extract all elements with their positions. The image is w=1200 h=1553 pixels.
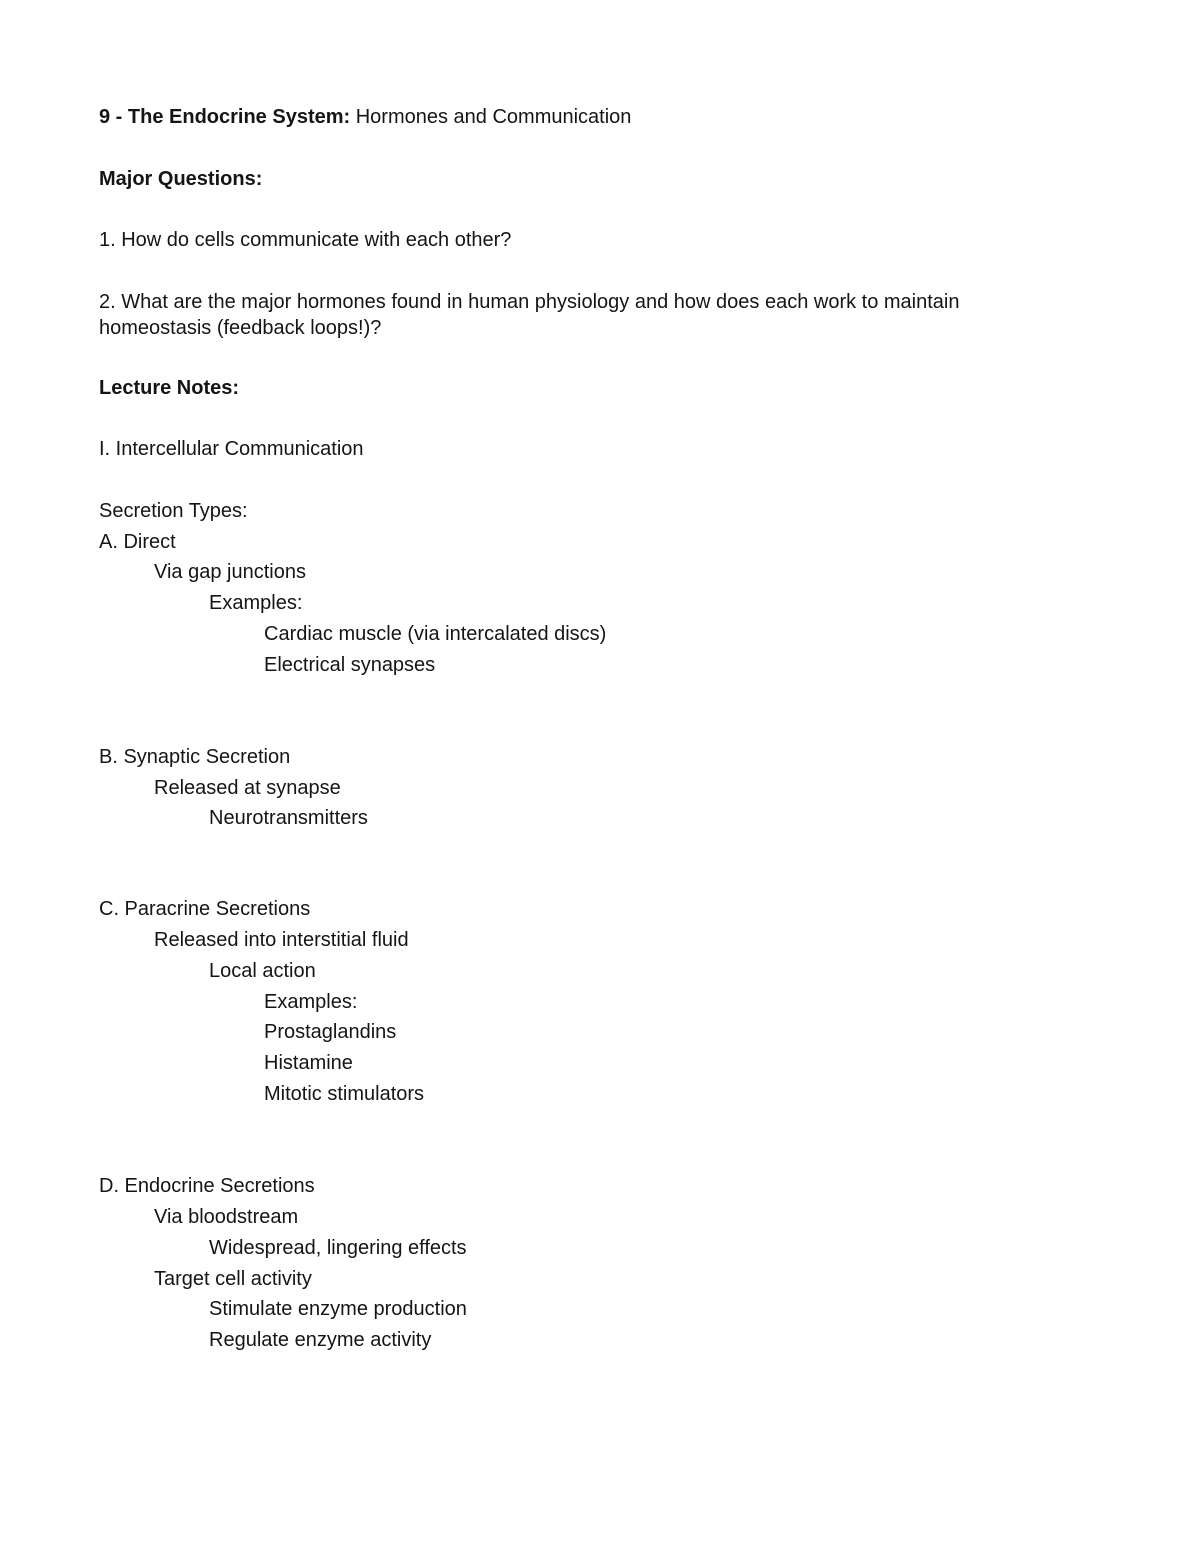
outline-subitem: Via bloodstream [154, 1206, 299, 1228]
document-title [99, 104, 631, 130]
outline-example: Mitotic stimulators [264, 1083, 425, 1105]
secretion-types-label: Secretion Types: [99, 500, 248, 522]
outline-subitem: Released at synapse [154, 777, 341, 799]
outline-item-d: D. Endocrine Secretions [99, 1175, 315, 1197]
outline-example: Cardiac muscle (via intercalated discs) [264, 623, 607, 645]
outline-example: Electrical synapses [264, 654, 436, 676]
outline-subitem: Widespread, lingering effects [209, 1237, 467, 1259]
lecture-notes-heading: Lecture Notes: [99, 377, 240, 399]
title-bold-part: 9 - The Endocrine System: [99, 106, 351, 128]
outline-subitem: Neurotransmitters [209, 807, 368, 829]
outline-example: Histamine [264, 1052, 353, 1074]
outline-subitem: Examples: [209, 592, 303, 614]
outline-subitem: Stimulate enzyme production [209, 1298, 467, 1320]
outline-subitem: Target cell activity [154, 1268, 312, 1290]
outline-item-a: A. Direct [99, 531, 176, 553]
question-1: 1. How do cells communicate with each other? [99, 229, 512, 251]
outline-item-c: C. Paracrine Secretions [99, 898, 311, 920]
outline-subitem: Examples: [264, 991, 358, 1013]
outline-subitem: Via gap junctions [154, 561, 306, 583]
outline-example: Prostaglandins [264, 1021, 397, 1043]
outline-subitem: Released into interstitial fluid [154, 929, 409, 951]
outline-subitem: Local action [209, 960, 316, 982]
title-regular-part: Hormones and Communication [350, 106, 632, 128]
major-questions-heading: Major Questions: [99, 168, 263, 190]
question-2-line-2: homeostasis (feedback loops!)? [99, 317, 382, 339]
outline-item-b: B. Synaptic Secretion [99, 746, 291, 768]
section-title: I. Intercellular Communication [99, 438, 364, 460]
question-2-line-1: 2. What are the major hormones found in human physiology and how does each work to maintain [99, 291, 960, 313]
outline-subitem: Regulate enzyme activity [209, 1329, 432, 1351]
